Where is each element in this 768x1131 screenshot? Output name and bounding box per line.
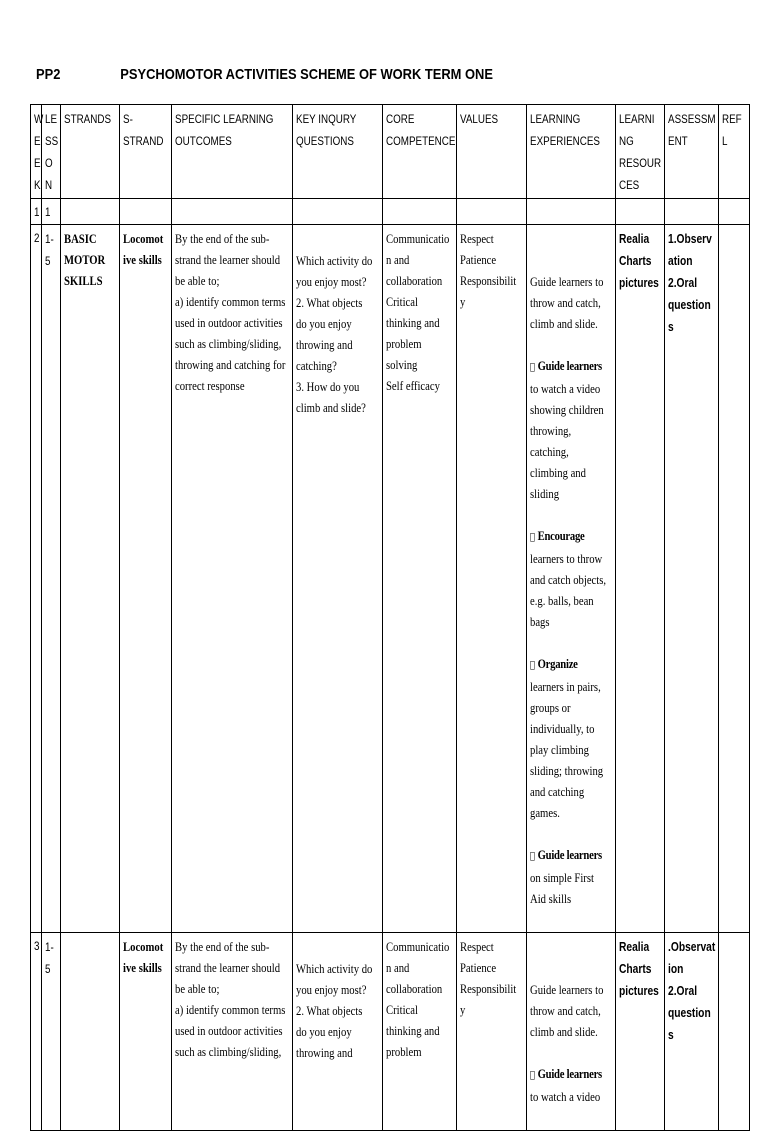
week-cell: 2: [31, 225, 42, 933]
document-title: PSYCHOMOTOR ACTIVITIES SCHEME OF WORK TERM ONE: [120, 66, 493, 83]
questions-cell: Which activity do you enjoy most? 2. What objects do you enjoy throwing and: [293, 933, 383, 1131]
reflection-cell: [719, 225, 750, 933]
header-questions: KEY INQURY QUESTIONS: [293, 105, 383, 199]
header-assessment: ASSESSM ENT: [665, 105, 719, 199]
sub-strand-cell: Locomot ive skills: [120, 933, 172, 1131]
resources-cell: Realia Charts pictures: [616, 225, 665, 933]
header-values: VALUES: [457, 105, 527, 199]
header-lesson: LE SS O N: [42, 105, 61, 199]
experiences-cell: [527, 225, 616, 933]
header-strands: STRANDS: [61, 105, 120, 199]
header-week: W E E K: [31, 105, 42, 199]
values-cell: Respect Patience Responsibilit y: [457, 225, 527, 933]
table-row: [31, 225, 750, 933]
table-row: [31, 199, 750, 225]
competence-cell: Communicatio n and collaboration Critical thinking and problem: [383, 933, 457, 1131]
competence-cell: Communicatio n and collaboration Critical thinking and problem solving Self efficacy: [383, 225, 457, 933]
square-bullet-icon: [530, 532, 535, 543]
header-resources: LEARNI NG RESOUR CES: [616, 105, 665, 199]
list-item: Organize learners in pairs, groups or individually, to play climbing sliding; throwing and catching games.: [530, 656, 604, 820]
list-item: Guide learners to watch a video: [530, 1066, 601, 1104]
experience-intro: Guide learners to throw and catch, climb and slide.: [530, 274, 604, 331]
square-bullet-icon: [530, 362, 535, 373]
list-item: Guide learners to watch a video showing children throwing, catching, climbing and sliding: [530, 358, 604, 501]
header-row: [31, 105, 750, 199]
square-bullet-icon: [530, 851, 535, 862]
strand-cell: [61, 933, 120, 1131]
list-item: Encourage learners to throw and catch objects, e.g. balls, bean bags: [530, 528, 607, 629]
experience-intro: Guide learners to throw and catch, climb and slide.: [530, 982, 604, 1039]
class-label: PP2: [36, 66, 61, 83]
outcomes-cell: By the end of the sub- strand the learner should be able to; a) identify common terms used in outdoor activities such as climbing/sliding, throwing and catching for correct response: [172, 225, 293, 933]
square-bullet-icon: [530, 1070, 535, 1081]
outcomes-cell: By the end of the sub- strand the learner should be able to; a) identify common terms used in outdoor activities such as climbing/sliding,: [172, 933, 293, 1131]
assessment-cell: 1.Observ ation 2.Oral questions: [665, 225, 719, 933]
header-competence: CORE COMPETENCE: [383, 105, 457, 199]
table-row: [31, 933, 750, 1131]
reflection-cell: [719, 933, 750, 1131]
experiences-cell: [527, 933, 616, 1131]
values-cell: Respect Patience Responsibilit y: [457, 933, 527, 1131]
questions-cell: Which activity do you enjoy most? 2. What objects do you enjoy throwing and catching? 3. How do you climb and slide?: [293, 225, 383, 933]
lesson-cell: 1- 5: [42, 225, 61, 933]
page-header: [36, 62, 638, 92]
list-item: Guide learners on simple First Aid skills: [530, 847, 595, 906]
header-sub-strand: S- STRAND: [120, 105, 172, 199]
week-cell: 3: [31, 933, 42, 1131]
assessment-cell: .Observat ion 2.Oral questions: [665, 933, 719, 1131]
sub-strand-cell: Locomot ive skills: [120, 225, 172, 933]
lesson-cell: 1- 5: [42, 933, 61, 1131]
header-reflection: REF L: [719, 105, 750, 199]
header-experiences: LEARNING EXPERIENCES: [527, 105, 616, 199]
header-outcomes: SPECIFIC LEARNING OUTCOMES: [172, 105, 293, 199]
lesson-cell: 1: [42, 199, 61, 225]
week-cell: 1: [31, 199, 42, 225]
resources-cell: Realia Charts pictures: [616, 933, 665, 1131]
scheme-of-work-table: [30, 104, 750, 1131]
strand-cell: BASIC MOTOR SKILLS: [61, 225, 120, 933]
square-bullet-icon: [530, 660, 535, 671]
